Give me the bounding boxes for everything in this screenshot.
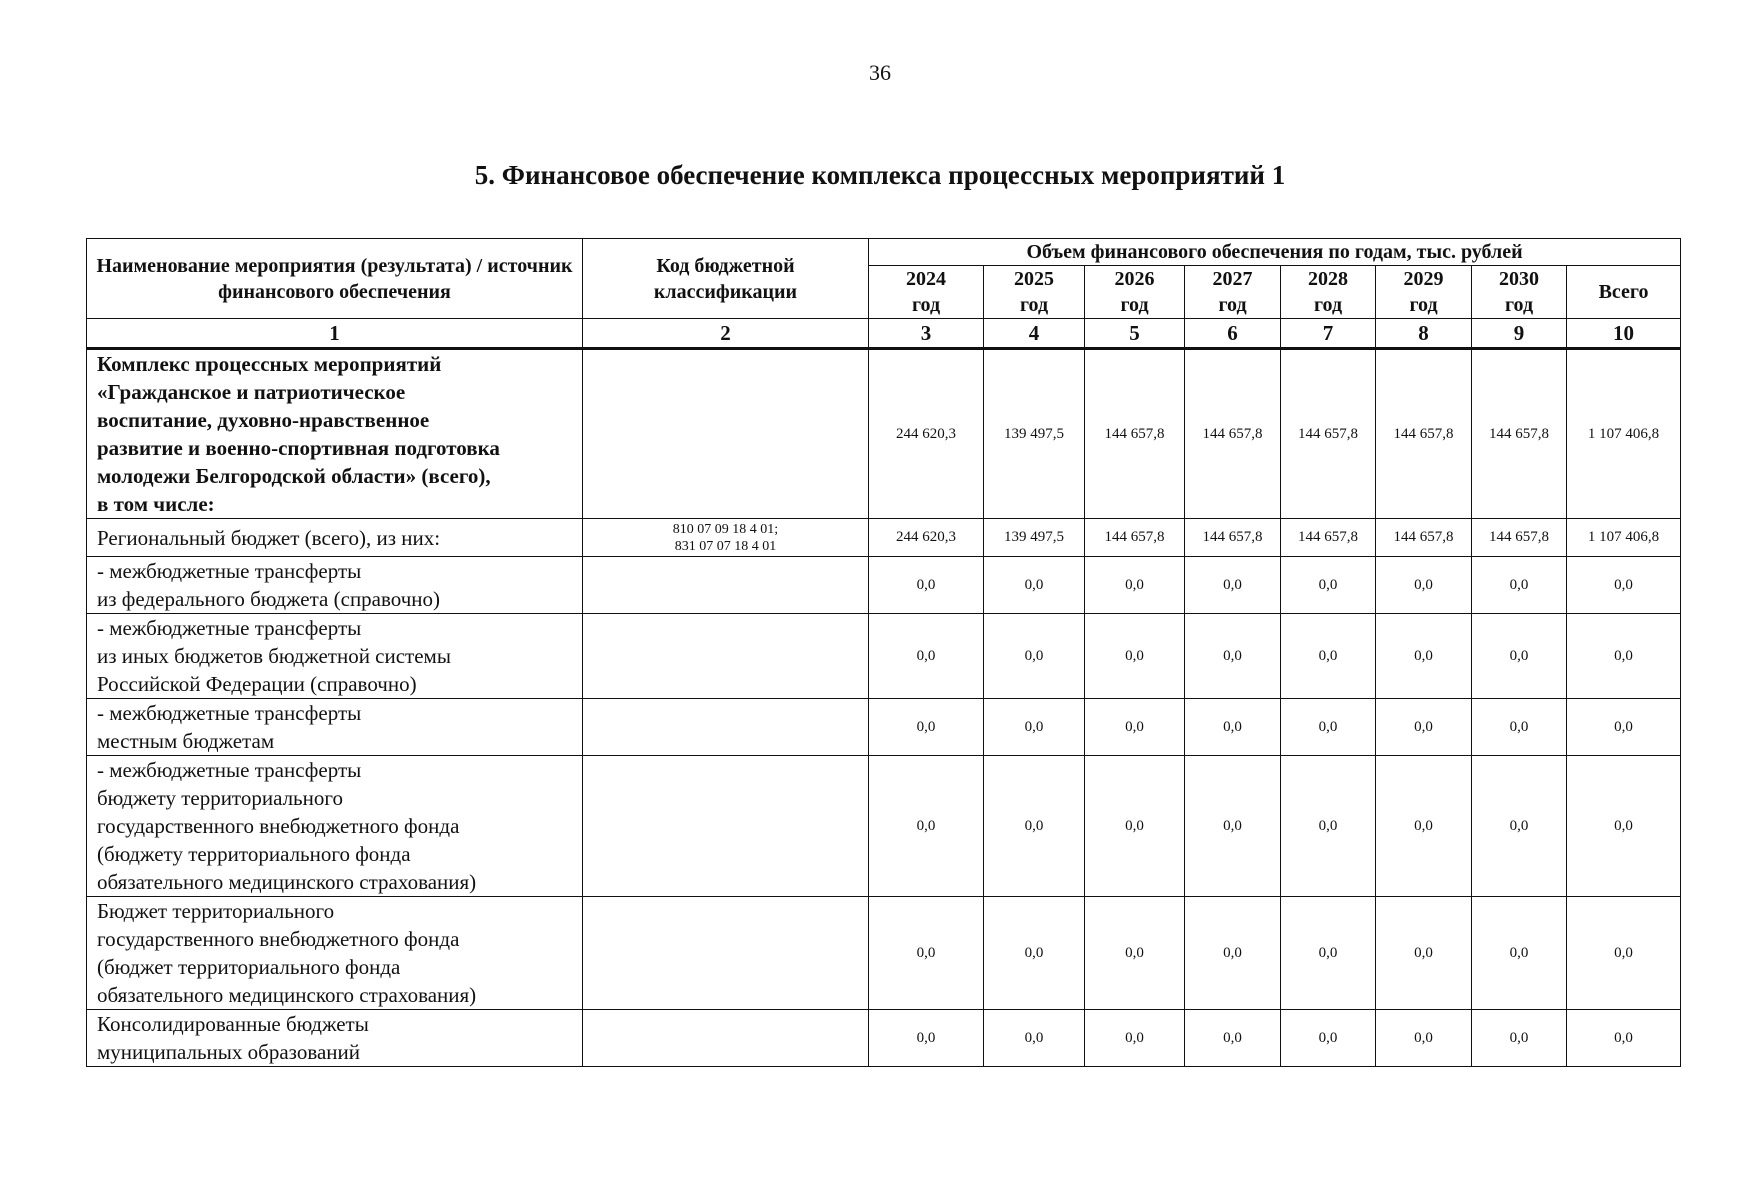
- header-year-unit: год: [1504, 294, 1534, 316]
- page-title: 5. Финансовое обеспечение комплекса процессных мероприятий 1: [474, 160, 1286, 190]
- row-value: 0,0: [869, 1010, 984, 1067]
- row-name-line: - межбюджетные трансферты: [97, 758, 362, 782]
- row-name-line: бюджету территориального: [97, 786, 343, 810]
- row-value-total: 0,0: [1567, 557, 1681, 614]
- row-value: 0,0: [1376, 614, 1472, 699]
- column-number: 7: [1281, 319, 1376, 349]
- row-value: 0,0: [1472, 699, 1567, 756]
- table-row: [87, 557, 1681, 614]
- row-value: 0,0: [1472, 756, 1567, 897]
- row-value: 144 657,8: [1281, 349, 1376, 519]
- column-numbers-row: [87, 319, 1681, 349]
- row-name-line: развитие и военно-спортивная подготовка: [97, 436, 500, 460]
- row-value: 0,0: [984, 897, 1085, 1010]
- row-name: [87, 614, 583, 699]
- row-name-line: в том числе:: [97, 492, 215, 516]
- row-value: 0,0: [1085, 614, 1185, 699]
- header-year-2027: [1185, 266, 1281, 319]
- row-value: 0,0: [1281, 1010, 1376, 1067]
- row-value: 0,0: [1185, 897, 1281, 1010]
- row-name: [87, 557, 583, 614]
- table-row: [87, 699, 1681, 756]
- row-value: 0,0: [1185, 756, 1281, 897]
- row-value: 144 657,8: [1376, 349, 1472, 519]
- header-year-2026: [1085, 266, 1185, 319]
- row-value-total: 0,0: [1567, 699, 1681, 756]
- row-value: 0,0: [1085, 557, 1185, 614]
- row-value: 0,0: [1376, 1010, 1472, 1067]
- row-value: 0,0: [1472, 1010, 1567, 1067]
- financial-table: [86, 238, 1681, 1067]
- header-name: Наименование мероприятия (результата) / источник финансового обеспечения: [87, 239, 583, 319]
- row-budget-code: [583, 1010, 869, 1067]
- column-number: 10: [1567, 319, 1681, 349]
- row-value: 0,0: [1085, 756, 1185, 897]
- header-year-unit: год: [1120, 294, 1149, 316]
- row-value: 0,0: [1085, 1010, 1185, 1067]
- row-value-total: 0,0: [1567, 1010, 1681, 1067]
- header-year-unit: год: [1218, 294, 1247, 316]
- row-name: [87, 1010, 583, 1067]
- row-name-line: Региональный бюджет (всего), из них:: [97, 525, 441, 550]
- row-name-line: государственного внебюджетного фонда: [97, 927, 460, 951]
- row-value: 0,0: [984, 699, 1085, 756]
- row-value: 0,0: [984, 614, 1085, 699]
- row-value: 0,0: [1472, 897, 1567, 1010]
- row-value: 0,0: [869, 557, 984, 614]
- budget-code-line: 831 07 07 18 4 01: [674, 538, 777, 554]
- row-budget-code: [583, 756, 869, 897]
- row-budget-code: [583, 614, 869, 699]
- column-number: 5: [1085, 319, 1185, 349]
- row-name: [87, 349, 583, 519]
- row-value: 0,0: [984, 756, 1085, 897]
- row-value: 144 657,8: [1185, 349, 1281, 519]
- row-value: 144 657,8: [1085, 349, 1185, 519]
- row-value: 0,0: [869, 897, 984, 1010]
- row-value: 144 657,8: [1472, 519, 1567, 557]
- row-budget-code: [583, 349, 869, 519]
- row-value: 0,0: [1281, 756, 1376, 897]
- row-name-line: обязательного медицинского страхования): [97, 870, 477, 894]
- column-number: 9: [1472, 319, 1567, 349]
- table-row: [87, 897, 1681, 1010]
- row-value: 0,0: [1085, 897, 1185, 1010]
- header-year-value: 2027: [1212, 268, 1253, 290]
- row-value: 0,0: [1281, 699, 1376, 756]
- row-value: 0,0: [1281, 557, 1376, 614]
- row-name-line: Комплекс процессных мероприятий: [97, 352, 442, 376]
- table-row: [87, 519, 1681, 557]
- row-budget-code: [583, 897, 869, 1010]
- row-value: 0,0: [1472, 614, 1567, 699]
- row-value: 244 620,3: [869, 519, 984, 557]
- row-value: 144 657,8: [1185, 519, 1281, 557]
- header-year-2028: [1281, 266, 1376, 319]
- table-row: [87, 1010, 1681, 1067]
- row-value: 0,0: [1185, 614, 1281, 699]
- header-year-unit: год: [1409, 294, 1438, 316]
- header-year-unit: год: [1313, 294, 1343, 316]
- row-budget-code: [583, 699, 869, 756]
- row-name-line: - межбюджетные трансферты: [97, 701, 362, 725]
- row-value-total: 0,0: [1567, 756, 1681, 897]
- header-code: Код бюджетной классификации: [583, 239, 869, 319]
- row-value: 0,0: [869, 699, 984, 756]
- header-year-2024: [869, 266, 984, 319]
- row-value: 0,0: [984, 557, 1085, 614]
- row-name: [87, 756, 583, 897]
- row-value: 0,0: [869, 756, 984, 897]
- row-name-line: муниципальных образований: [97, 1040, 360, 1064]
- row-value: 0,0: [1376, 897, 1472, 1010]
- header-year-unit: год: [1019, 294, 1049, 316]
- header-year-value: 2029: [1403, 268, 1444, 290]
- header-year-value: 2024: [906, 268, 946, 290]
- row-name-line: «Гражданское и патриотическое: [97, 380, 406, 404]
- row-name-line: государственного внебюджетного фонда: [97, 814, 460, 838]
- table-row: [87, 349, 1681, 519]
- header-year-2029: [1376, 266, 1472, 319]
- header-year-value: 2025: [1014, 268, 1054, 290]
- row-name-line: - межбюджетные трансферты: [97, 559, 362, 583]
- row-name-line: (бюджет территориального фонда: [97, 955, 401, 979]
- row-name-line: - межбюджетные трансферты: [97, 616, 362, 640]
- row-value: 0,0: [1376, 699, 1472, 756]
- column-number: 4: [984, 319, 1085, 349]
- row-value: 144 657,8: [1281, 519, 1376, 557]
- row-budget-code: [583, 557, 869, 614]
- column-number: 1: [87, 319, 583, 349]
- row-value-total: 0,0: [1567, 897, 1681, 1010]
- row-value: 0,0: [1185, 557, 1281, 614]
- row-value-total: 1 107 406,8: [1567, 519, 1681, 557]
- row-name: [87, 897, 583, 1010]
- row-value: 139 497,5: [984, 349, 1085, 519]
- header-total: Всего: [1567, 266, 1681, 319]
- row-value: 0,0: [1281, 614, 1376, 699]
- header-year-2025: [984, 266, 1085, 319]
- row-name-line: Бюджет территориального: [97, 899, 335, 923]
- header-year-value: 2028: [1308, 268, 1348, 290]
- row-name: [87, 699, 583, 756]
- column-number: 8: [1376, 319, 1472, 349]
- budget-code-line: 810 07 09 18 4 01;: [672, 521, 779, 537]
- row-value-total: 1 107 406,8: [1567, 349, 1681, 519]
- row-name-line: обязательного медицинского страхования): [97, 983, 477, 1007]
- row-value: 144 657,8: [1472, 349, 1567, 519]
- row-value: 0,0: [1185, 699, 1281, 756]
- row-name-line: из федерального бюджета (справочно): [97, 587, 441, 611]
- row-value: 144 657,8: [1376, 519, 1472, 557]
- row-budget-code: [583, 519, 869, 557]
- row-value: 0,0: [1085, 699, 1185, 756]
- row-value: 139 497,5: [984, 519, 1085, 557]
- column-number: 3: [869, 319, 984, 349]
- header-year-2030: [1472, 266, 1567, 319]
- row-value: 144 657,8: [1085, 519, 1185, 557]
- row-value: 0,0: [1376, 756, 1472, 897]
- row-value: 0,0: [1281, 897, 1376, 1010]
- row-name-line: молодежи Белгородской области» (всего),: [97, 464, 491, 488]
- column-number: 2: [583, 319, 869, 349]
- page-number: 36: [869, 60, 891, 85]
- row-value: 0,0: [1472, 557, 1567, 614]
- row-name-line: Российской Федерации (справочно): [97, 672, 417, 696]
- row-value: 0,0: [1376, 557, 1472, 614]
- row-value: 244 620,3: [869, 349, 984, 519]
- row-name-line: (бюджету территориального фонда: [97, 842, 411, 866]
- row-value-total: 0,0: [1567, 614, 1681, 699]
- row-value: 0,0: [984, 1010, 1085, 1067]
- column-number: 6: [1185, 319, 1281, 349]
- table-row: [87, 756, 1681, 897]
- row-name-line: воспитание, духовно-нравственное: [97, 408, 430, 432]
- header-year-unit: год: [911, 294, 941, 316]
- row-name-line: местным бюджетам: [97, 729, 275, 753]
- row-value: 0,0: [1185, 1010, 1281, 1067]
- header-volume: Объем финансового обеспечения по годам, тыс. рублей: [869, 239, 1681, 266]
- row-name: [87, 519, 583, 557]
- row-name-line: из иных бюджетов бюджетной системы: [97, 644, 451, 668]
- header-year-value: 2026: [1114, 268, 1155, 290]
- row-name-line: Консолидированные бюджеты: [97, 1012, 369, 1036]
- table-row: [87, 614, 1681, 699]
- header-year-value: 2030: [1499, 268, 1539, 290]
- row-value: 0,0: [869, 614, 984, 699]
